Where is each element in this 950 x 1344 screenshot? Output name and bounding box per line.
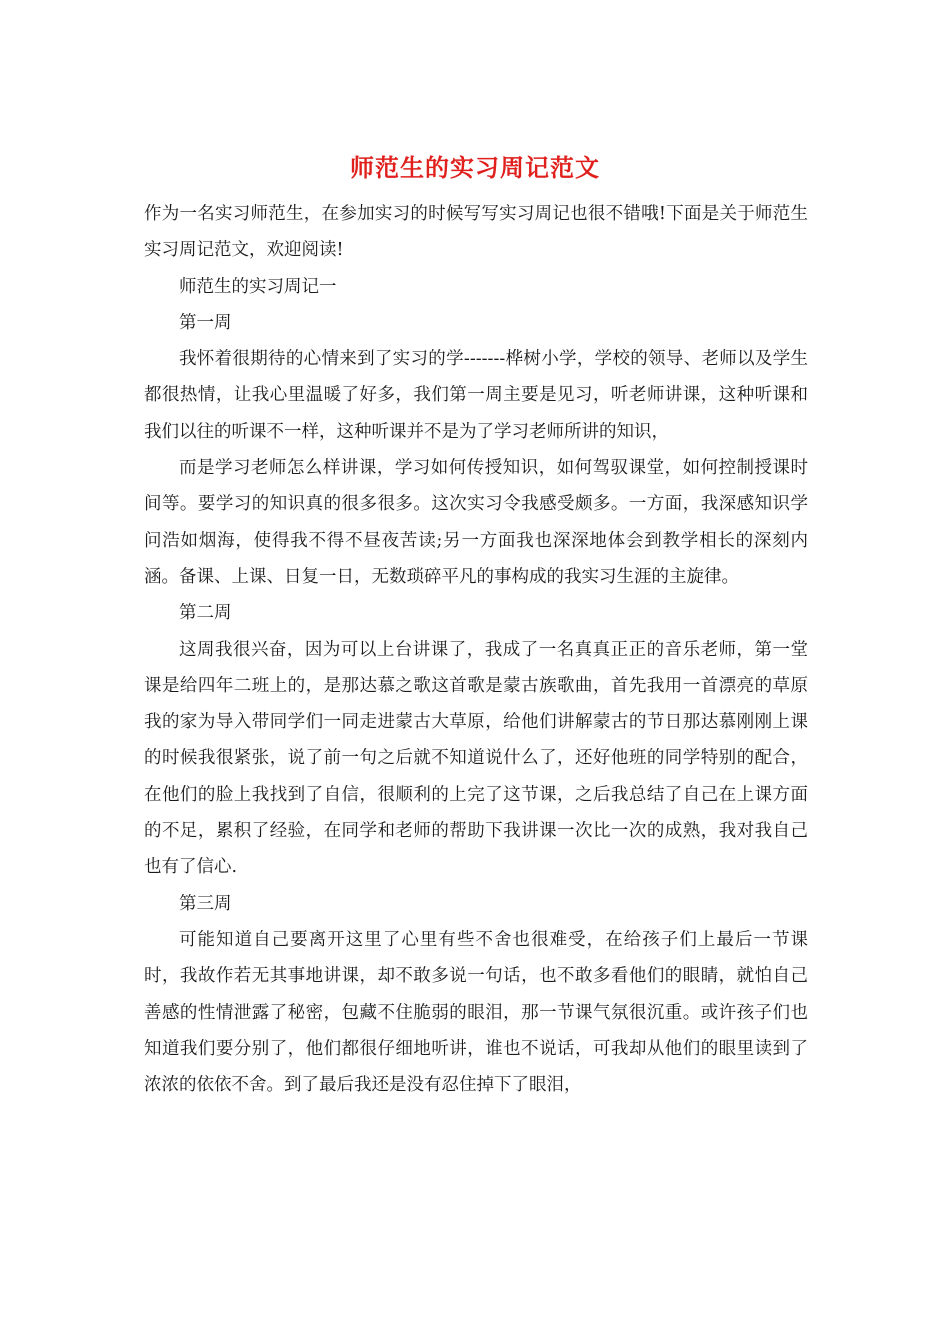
intro-paragraph: 作为一名实习师范生，在参加实习的时候写写实习周记也很不错哦!下面是关于师范生实习周记范文，欢迎阅读! (144, 204, 808, 261)
body-paragraph: 这周我很兴奋，因为可以上台讲课了，我成了一名真真正正的音乐老师，第一堂课是给四年二班上的，是那达慕之歌这首歌是蒙古族歌曲，首先我用一首漂亮的草原我的家为导入带同学们一同走进蒙古大草原，给他们讲解蒙古的节日那达慕刚刚上课的时候我很紧张，说了前一句之后就不知道说什么了，还好他班的同学特别的配合，在他们的脸上我找到了自信，很顺利的上完了这节课，之后我总结了自己在上课方面的不足，累积了经验，在同学和老师的帮助下我讲课一次比一次的成熟，我对我自己也有了信心. (144, 639, 808, 878)
week-heading: 第二周 (179, 603, 232, 624)
week-heading: 第一周 (179, 312, 232, 333)
body-paragraph: 我怀着很期待的心情来到了实习的学-------桦树小学，学校的领导、老师以及学生都很热情，让我心里温暖了好多，我们第一周主要是见习，听老师讲课，这种听课和我们以往的听课不一样，这种听课并不是为了学习老师所讲的知识， (144, 349, 808, 442)
body-paragraph: 可能知道自己要离开这里了心里有些不舍也很难受，在给孩子们上最后一节课时，我故作若无其事地讲课，却不敢多说一句话，也不敢多看他们的眼睛，就怕自己善感的性情泄露了秘密，包藏不住脆弱的眼泪，那一节课气氛很沉重。或许孩子们也知道我们要分别了，他们都很仔细地听讲，谁也不说话，可我却从他们的眼里读到了浓浓的依依不舍。到了最后我还是没有忍住掉下了眼泪， (144, 929, 808, 1096)
body-paragraph: 而是学习老师怎么样讲课，学习如何传授知识，如何驾驭课堂，如何控制授课时间等。要学习的知识真的很多很多。这次实习令我感受颇多。一方面，我深感知识学问浩如烟海，使得我不得不昼夜苦读;另一方面我也深深地体会到教学相长的深刻内涵。备课、上课、日复一日，无数琐碎平凡的事构成的我实习生涯的主旋律。 (144, 458, 808, 587)
week-heading: 第三周 (179, 893, 232, 914)
section-heading: 师范生的实习周记一 (179, 276, 337, 297)
document-title: 师范生的实习周记范文 (350, 153, 600, 182)
document-body (144, 196, 808, 1103)
